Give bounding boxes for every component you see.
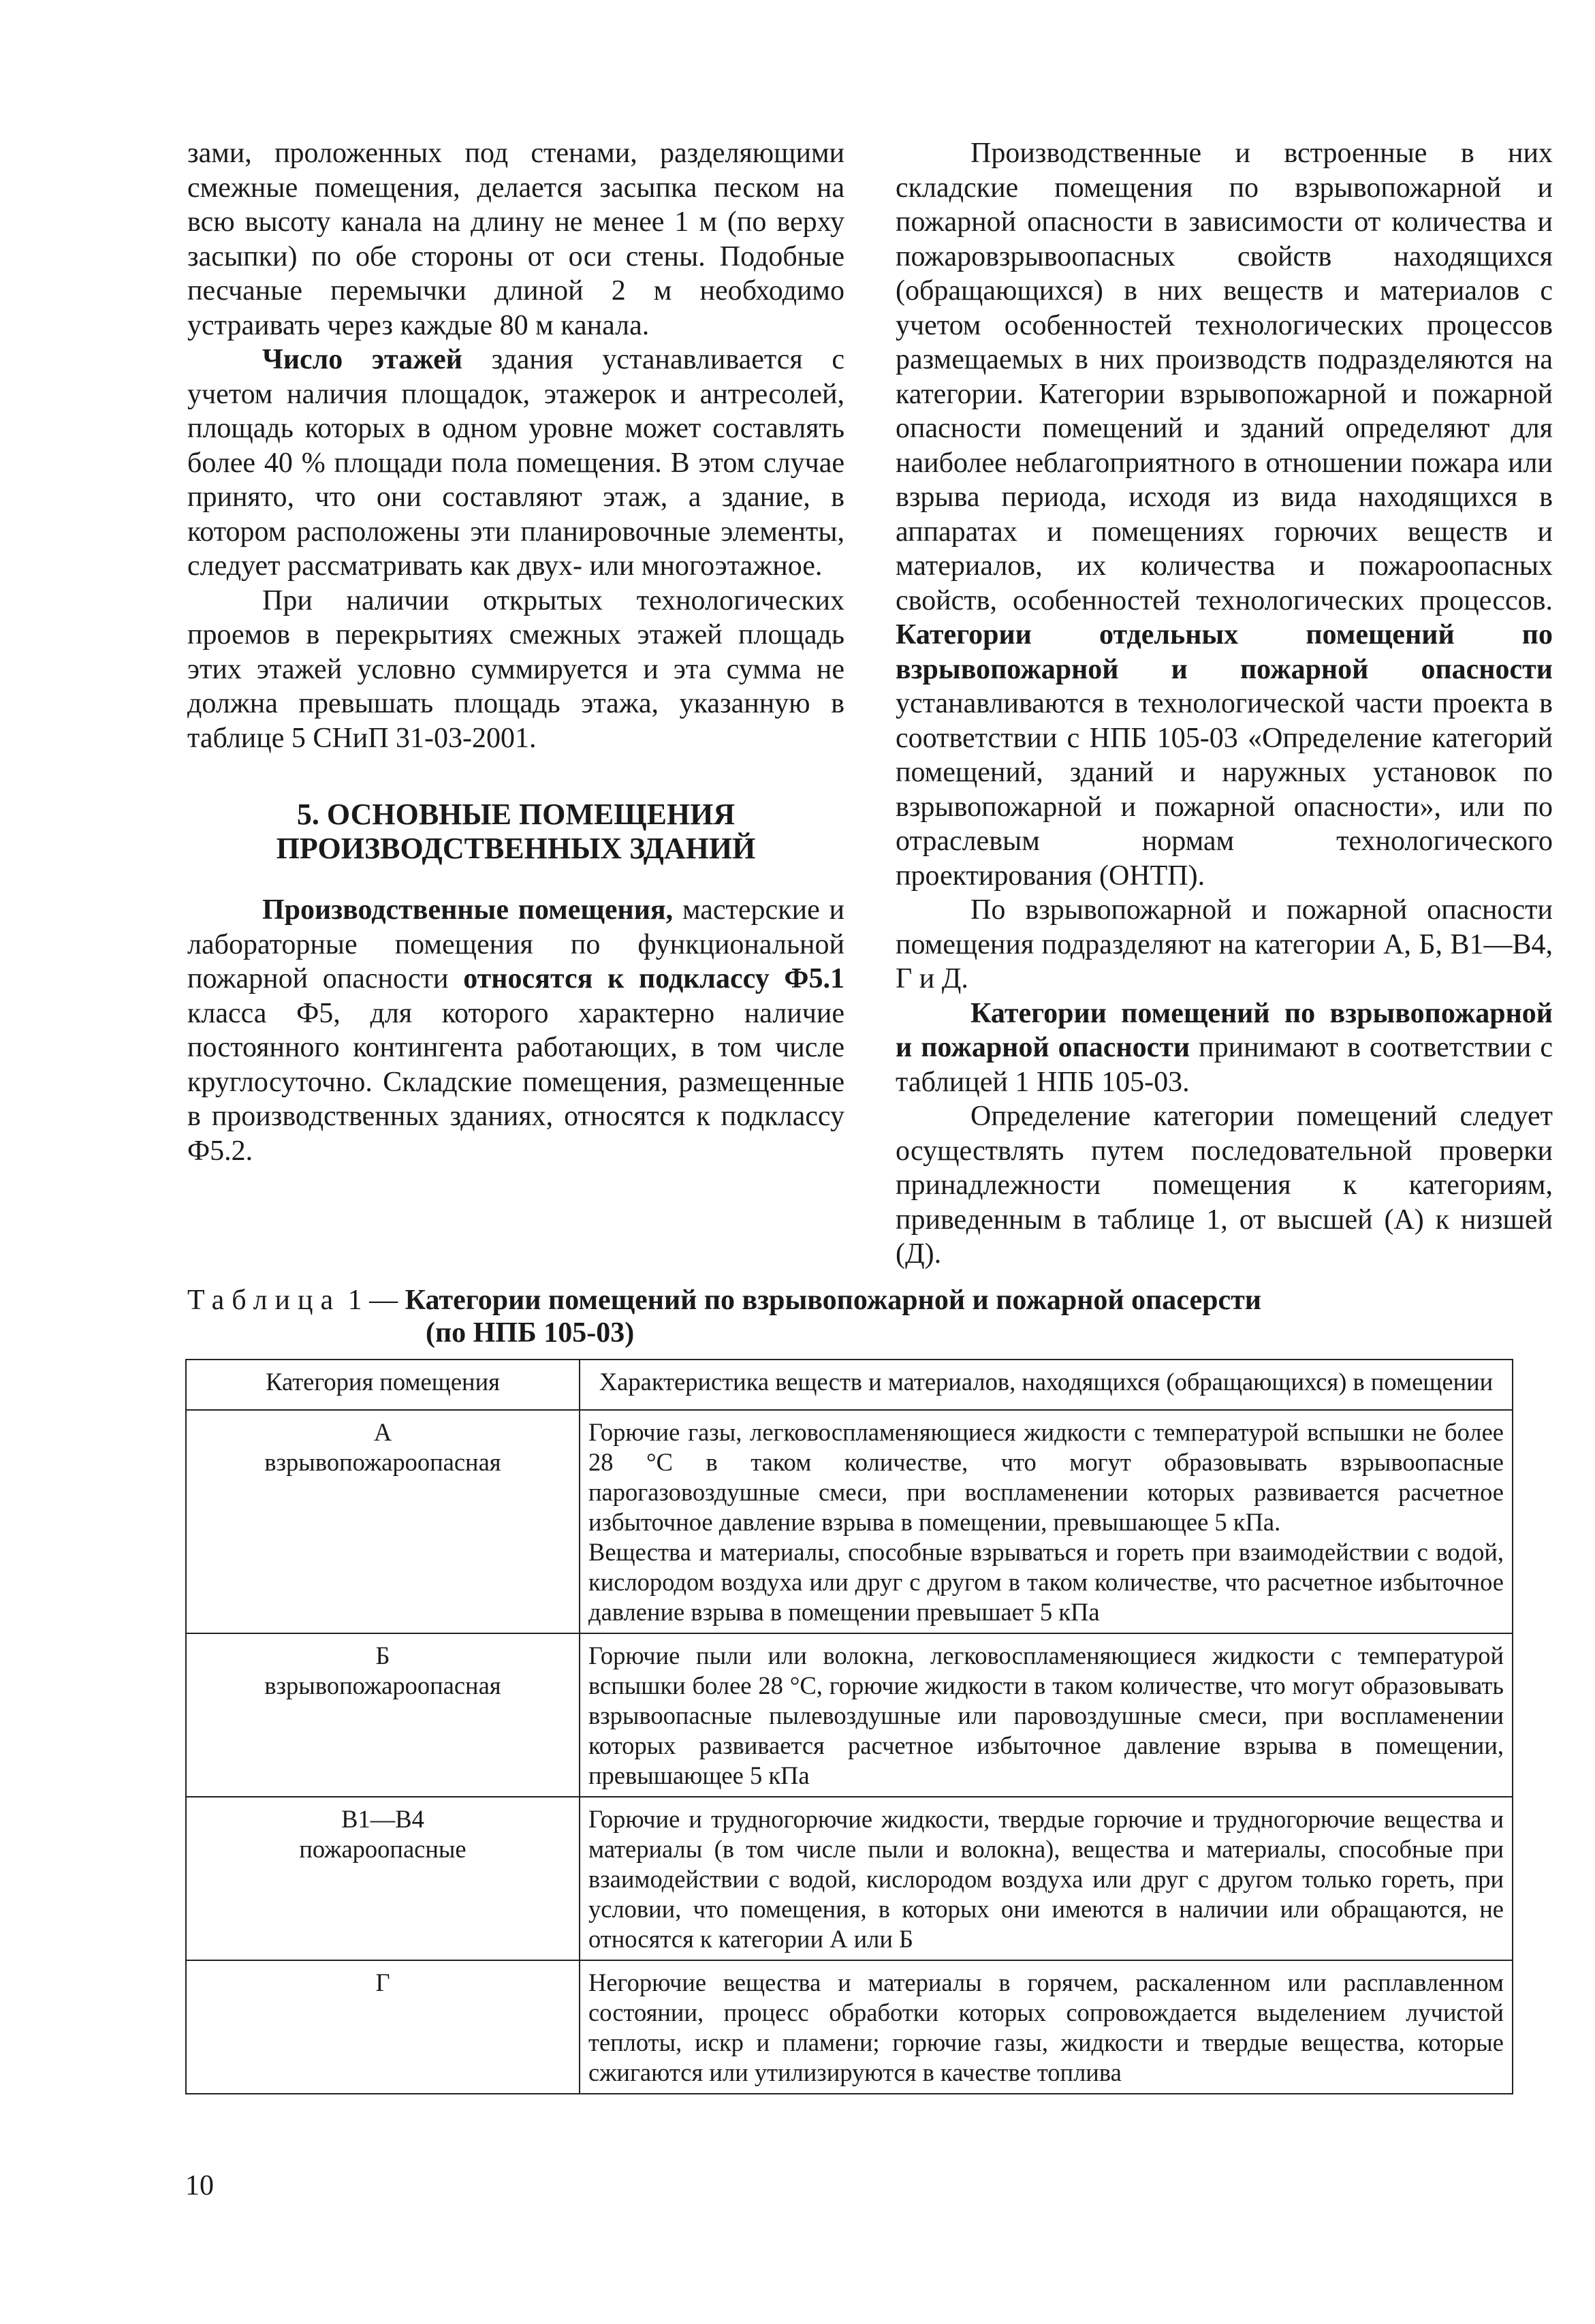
description-text: Вещества и материалы, способные взрываться и гореть при взаимодействии с водой, кислородом воздуха или друг с другом в таком количестве, что расчетное избыточное давление взрыва в помещении превышает 5 кПа xyxy=(588,1538,1504,1626)
paragraph-text: здания устанавливается с учетом наличия площадок, этажерок и антресолей, площадь которых в одном уровне может составлять более 40 % площади пола помещения. В этом случае принято, что они составляют этаж, а здание, в котором расположены эти планировочные элементы, следует рассматривать как двух- или многоэтажное. xyxy=(187,344,845,582)
table-row xyxy=(186,1797,1513,1960)
table-row xyxy=(186,1960,1513,2094)
category-name: пожароопасные xyxy=(299,1835,467,1863)
description-text: Горючие и трудногорючие жидкости, твердые горючие и трудногорючие вещества и материалы (в том числе пыли и волокна), вещества и материалы, способные при взаимодействии с водой, кислородом воздуха или друг с другом только гореть, при условии, что помещения, в которых они имеются в наличии или обращаются, не относятся к категории А или Б xyxy=(588,1805,1504,1953)
paragraph: По взрывопожарной и пожарной опасности помещения подразделяют на категории А, Б, В1—В4, Г и Д. xyxy=(896,894,1553,994)
table-row xyxy=(186,1633,1513,1797)
paragraph xyxy=(187,893,844,1168)
description-cell xyxy=(580,1797,1513,1960)
section-heading-line: 5. ОСНОВНЫЕ ПОМЕЩЕНИЯ xyxy=(296,798,736,831)
category-code: В1—В4 xyxy=(341,1805,424,1833)
category-cell xyxy=(186,1797,580,1960)
page-number: 10 xyxy=(185,2170,214,2201)
paragraph xyxy=(896,996,1553,1100)
paragraph: При наличии открытых технологических проемов в перекрытиях смежных этажей площадь этих этажей условно суммируется и эта сумма не должна превышать площадь этажа, указанную в таблице 5 СНиП 31-03-2001. xyxy=(187,584,844,754)
paragraph-text: мастерские и лабораторные помещения по функциональной пожарной опасности xyxy=(187,894,844,994)
category-cell xyxy=(186,1960,580,2094)
paragraph-text: Производственные и встроенные в них складские помещения по взрывопожарной и пожарной опасности в зависимости от количества и пожаровзрывоопасных свойств находящихся (обращающихся) в них веществ и материалов с учетом особенностей технологических процессов размещаемых в них производств подразделяются на категории. Категории взрывопожарной и пожарной опасности помещений и зданий определяют для наиболее неблагоприятного в отношении пожара или взрыва периода, исходя из вида находящихся в аппаратах и помещениях горючих веществ и материалов, их количества и пожароопасных свойств, особенностей технологических процессов. xyxy=(896,138,1553,616)
category-code: Г xyxy=(375,1968,390,1996)
term-bold: Категории помещений по взрывопожарной и пожарной опасности xyxy=(896,997,1553,1063)
category-table xyxy=(185,1359,1513,2094)
section-heading xyxy=(187,798,844,866)
description-text: Горючие газы, легковоспламеняющиеся жидкости с температурой вспышки не более 28 °С в таком количестве, что могут образовывать взрывоопасные парогазовоздушные смеси, при воспламенении которых развивается расчетное избыточное давление взрыва в помещении, превышающее 5 кПа. xyxy=(588,1418,1504,1536)
category-cell xyxy=(186,1410,580,1633)
paragraph xyxy=(896,136,1553,893)
paragraph-text: устанавливаются в технологической части проекта в соответствии с НПБ 105-03 «Определение категорий помещений, зданий и наружных установок по взрывопожарной и пожарной опасности», или по отраслевым нормам технологического проектирования (ОНТП). xyxy=(896,688,1553,892)
caption-prefix: Таблица xyxy=(187,1285,341,1316)
column-header: Характеристика веществ и материалов, находящихся (обращающихся) в помещении xyxy=(580,1360,1513,1410)
left-column xyxy=(187,136,844,1168)
paragraph-text: класса Ф5, для которого характерно наличие постоянного контингента работающих, в том числе круглосуточно. Складские помещения, размещенные в производственных зданиях, относятся к подклассу Ф5.2. xyxy=(187,997,844,1167)
description-cell xyxy=(580,1633,1513,1797)
term-bold: Число этажей xyxy=(262,344,462,375)
paragraph: Определение категории помещений следует осуществлять путем последовательной проверки принадлежности помещения к категориям, приведенным в таблице 1, от высшей (А) к низшей (Д). xyxy=(896,1101,1553,1270)
table-header-row xyxy=(186,1360,1513,1410)
category-cell xyxy=(186,1633,580,1797)
category-name: взрывопожароопасная xyxy=(264,1448,501,1476)
term-bold: Производственные помещения, xyxy=(262,894,674,926)
term-bold: Категории отдельных помещений по взрывопожарной и пожарной опасности xyxy=(896,619,1553,685)
category-code: А xyxy=(373,1418,392,1446)
paragraph xyxy=(187,343,844,584)
description-text: Негорючие вещества и материалы в горячем, раскаленном или расплавленном состоянии, процесс обработки которых сопровождается выделением лучистой теплоты, искр и пламени; горючие газы, жидкости и твердые вещества, которые сжигаются или утилизируются в качестве топлива xyxy=(588,1968,1504,2086)
table-row xyxy=(186,1410,1513,1633)
paragraph-text: принимают в соответствии с таблицей 1 НПБ 105-03. xyxy=(896,1032,1553,1098)
term-bold: относятся к подклассу Ф5.1 xyxy=(463,963,844,994)
right-column xyxy=(896,136,1553,1272)
table-caption xyxy=(187,1284,1400,1349)
section-heading-line: ПРОИЗВОДСТВЕННЫХ ЗДАНИЙ xyxy=(276,832,756,865)
description-cell xyxy=(580,1960,1513,2094)
caption-line2: (по НПБ 105-03) xyxy=(426,1317,635,1349)
description-text: Горючие пыли или волокна, легковоспламеняющиеся жидкости с температурой вспышки более 28 °С, горючие жидкости в таком количестве, что могут образовывать взрывоопасные пылевоздушные или паровоздушные смеси, при воспламенении которых развивается расчетное избыточное давление взрыва в помещении, превышающее 5 кПа xyxy=(588,1642,1504,1789)
paragraph: зами, проложенных под стенами, разделяющими смежные помещения, делается засыпка песком на всю высоту канала на длину не менее 1 м (по верху засыпки) по обе стороны от оси стены. Подобные песчаные перемычки длиной 2 м необходимо устраивать через каждые 80 м канала. xyxy=(187,138,844,341)
caption-title: Категории помещений по взрывопожарной и пожарной опасерсти xyxy=(405,1285,1261,1316)
column-header: Категория помещения xyxy=(186,1360,580,1410)
category-code: Б xyxy=(375,1642,390,1669)
description-cell xyxy=(580,1410,1513,1633)
caption-number: 1 — xyxy=(347,1285,398,1316)
category-name: взрывопожароопасная xyxy=(264,1671,501,1699)
